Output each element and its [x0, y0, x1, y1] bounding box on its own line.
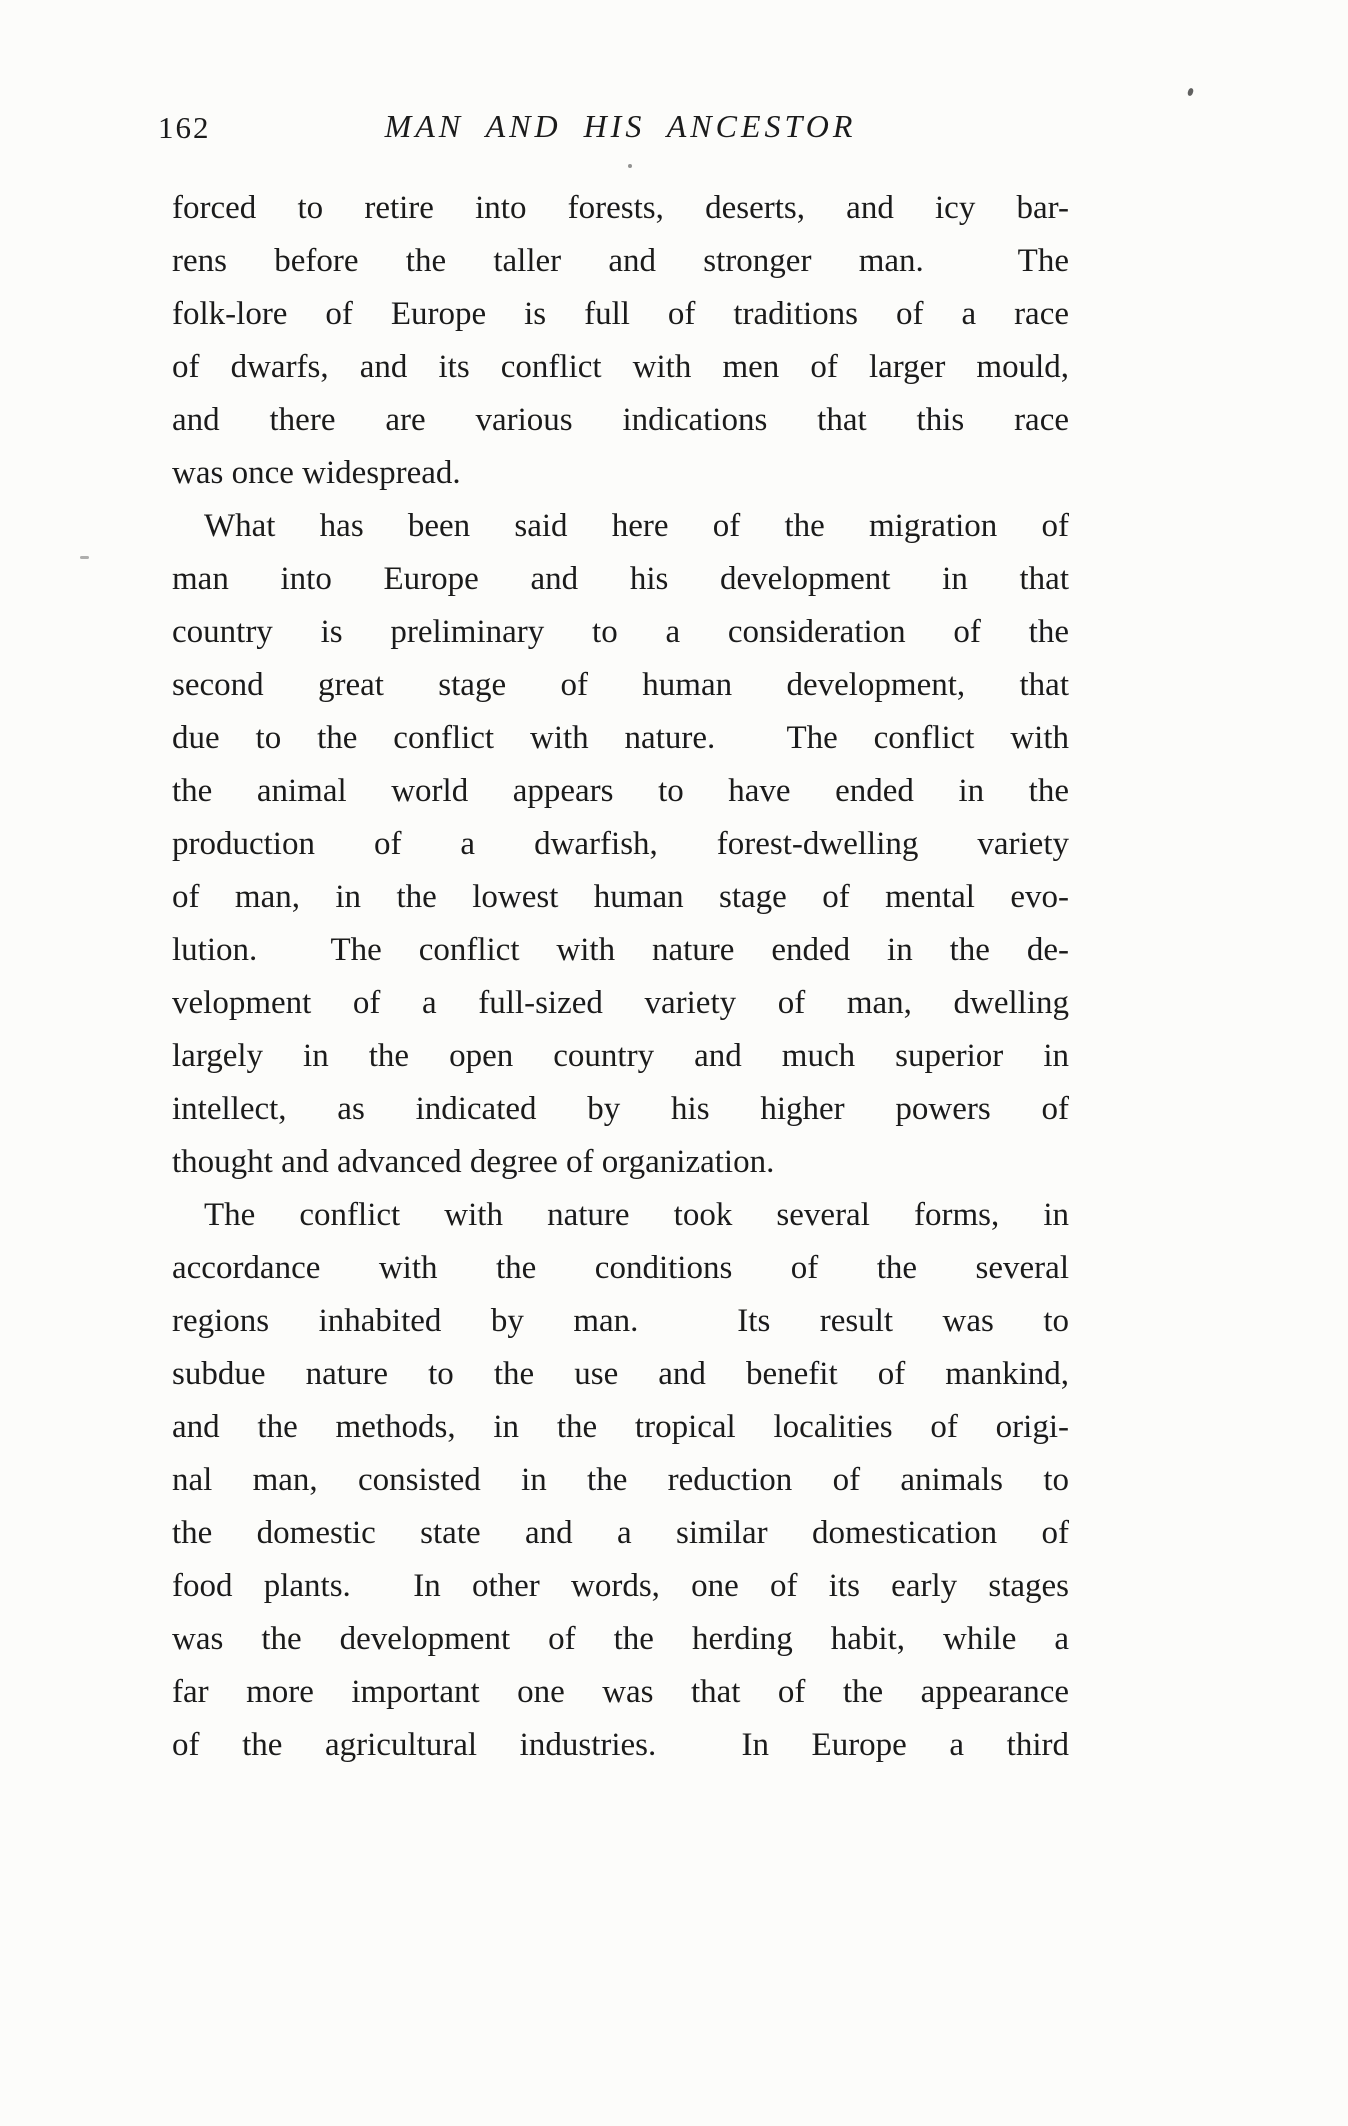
text-line: due to the conflict with nature. The conflict with	[172, 720, 1069, 756]
text-line: intellect, as indicated by his higher powers of	[172, 1091, 1069, 1127]
text-line: and the methods, in the tropical localities of origi-	[172, 1409, 1069, 1445]
text-line: was once widespread.	[172, 455, 461, 491]
text-line: folk-lore of Europe is full of traditions of a race	[172, 296, 1069, 332]
text-line: food plants. In other words, one of its early stages	[172, 1568, 1069, 1604]
text-line: far more important one was that of the appearance	[172, 1674, 1069, 1710]
scan-speck	[628, 164, 632, 168]
text-line: of dwarfs, and its conflict with men of larger mould,	[172, 349, 1069, 385]
text-line: second great stage of human development, that	[172, 667, 1069, 703]
text-line: thought and advanced degree of organization.	[172, 1144, 775, 1180]
text-line: velopment of a full-sized variety of man, dwelling	[172, 985, 1069, 1021]
text-line: of man, in the lowest human stage of mental evo-	[172, 879, 1069, 915]
text-line: largely in the open country and much superior in	[172, 1038, 1069, 1074]
page-number: 162	[158, 110, 211, 145]
text-line: What has been said here of the migration of	[204, 508, 1069, 544]
text-line: production of a dwarfish, forest-dwelling variety	[172, 826, 1069, 862]
text-line: accordance with the conditions of the several	[172, 1250, 1069, 1286]
page-body	[172, 182, 1069, 1772]
text-line: subdue nature to the use and benefit of mankind,	[172, 1356, 1069, 1392]
scan-speck	[80, 556, 89, 559]
text-line: lution. The conflict with nature ended in the de-	[172, 932, 1069, 968]
text-line: forced to retire into forests, deserts, and icy bar-	[172, 190, 1069, 226]
text-line: the domestic state and a similar domestication of	[172, 1515, 1069, 1551]
text-line: The conflict with nature took several forms, in	[204, 1197, 1069, 1233]
text-line: was the development of the herding habit, while a	[172, 1621, 1069, 1657]
text-line: country is preliminary to a consideration of the	[172, 614, 1069, 650]
text-line: of the agricultural industries. In Europe a third	[172, 1727, 1069, 1763]
text-line: nal man, consisted in the reduction of animals to	[172, 1462, 1069, 1498]
running-head	[158, 106, 1069, 150]
running-title: MAN AND HIS ANCESTOR	[384, 108, 857, 144]
text-line: and there are various indications that this race	[172, 402, 1069, 438]
text-line: man into Europe and his development in that	[172, 561, 1069, 597]
text-line: the animal world appears to have ended in the	[172, 773, 1069, 809]
text-line: rens before the taller and stronger man. The	[172, 243, 1069, 279]
text-line: regions inhabited by man. Its result was to	[172, 1303, 1069, 1339]
scan-speck	[1187, 87, 1194, 96]
